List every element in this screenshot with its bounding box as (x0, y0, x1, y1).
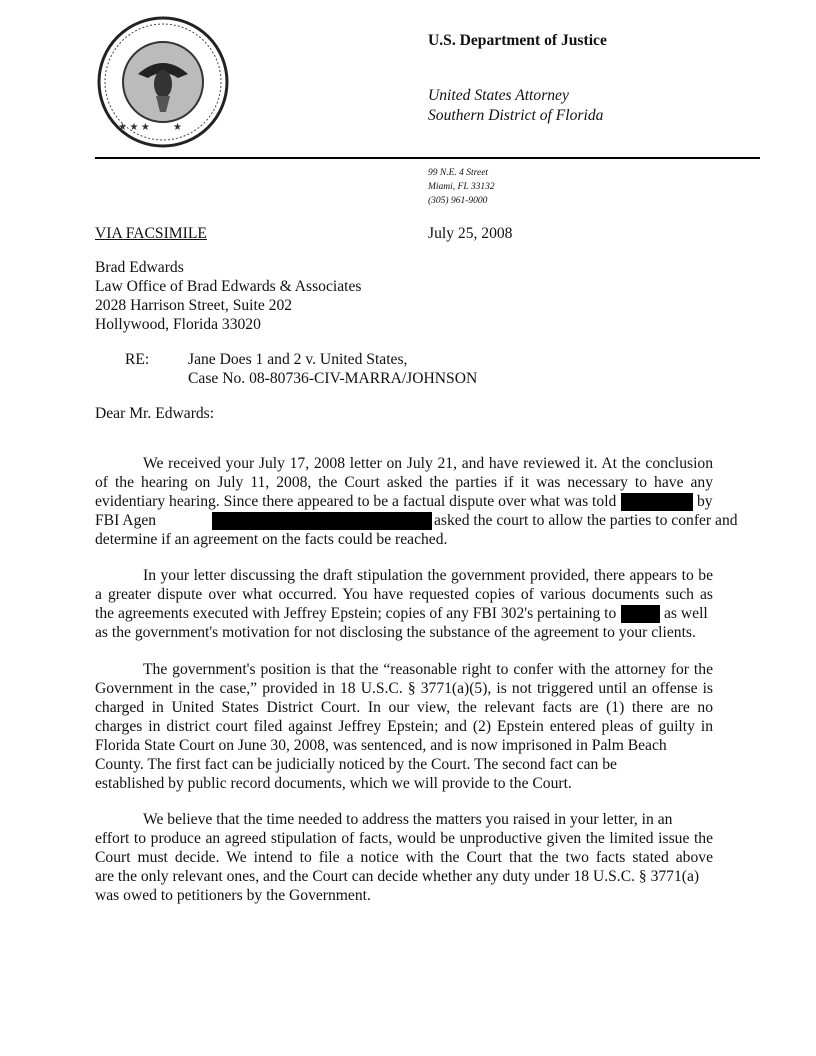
paragraph-line: charged in United States District Court. In our view, the relevant facts are (1) there are no (95, 699, 713, 716)
paragraph-line: Government in the case,” provided in 18 U.S.C. § 3771(a)(5), is not triggered until an offense is (95, 680, 713, 697)
paragraph-line: of the hearing on July 11, 2008, the Court asked the parties if it was necessary to have any (95, 474, 713, 491)
svg-text:★ ★ ★: ★ ★ ★ (118, 122, 150, 133)
address-line: Miami, FL 33132 (428, 182, 495, 192)
paragraph-line: by (697, 493, 713, 510)
svg-text:★: ★ (173, 122, 182, 133)
paragraph-line: In your letter discussing the draft stipulation the government provided, there appears to be (143, 567, 713, 584)
re-line: Case No. 08-80736-CIV-MARRA/JOHNSON (188, 370, 478, 387)
department-name: U.S. Department of Justice (428, 32, 607, 49)
recipient-line: Law Office of Brad Edwards & Associates (95, 278, 362, 295)
salutation: Dear Mr. Edwards: (95, 405, 215, 422)
redaction-box (212, 512, 432, 530)
paragraph-line: are the only relevant ones, and the Court can decide whether any duty under 18 U.S.C. § 3771(a) (95, 868, 700, 885)
paragraph-line: as well (664, 605, 708, 622)
delivery-method: VIA FACSIMILE (95, 225, 207, 242)
address-line: 99 N.E. 4 Street (428, 168, 489, 178)
paragraph-line: County. The first fact can be judicially noticed by the Court. The second fact can be (95, 756, 617, 773)
paragraph-line: was owed to petitioners by the Government. (95, 887, 371, 904)
letter-date: July 25, 2008 (428, 225, 513, 242)
paragraph-line: We believe that the time needed to address the matters you raised in your letter, in an (143, 811, 673, 828)
office-name: United States Attorney (428, 87, 569, 104)
paragraph-line: We received your July 17, 2008 letter on July 21, and have reviewed it. At the conclusion (143, 455, 713, 472)
redaction-box (621, 493, 693, 511)
paragraph-line: a greater dispute over what occurred. You have requested copies of various documents such as (95, 586, 713, 603)
recipient-line: Hollywood, Florida 33020 (95, 316, 261, 333)
paragraph-line: effort to produce an agreed stipulation of facts, would be unproductive given the limited issue the (95, 830, 713, 847)
re-label: RE: (125, 351, 150, 368)
re-line: Jane Does 1 and 2 v. United States, (188, 351, 408, 368)
district-name: Southern District of Florida (428, 107, 604, 124)
paragraph-line: The government's position is that the “reasonable right to confer with the attorney for the (143, 661, 713, 678)
paragraph-line: as the government's motivation for not disclosing the substance of the agreement to your clients. (95, 624, 696, 641)
redaction-box (640, 605, 660, 623)
paragraph-line: Florida State Court on June 30, 2008, was sentenced, and is now imprisoned in Palm Beach (95, 737, 667, 754)
paragraph-line: asked the court to allow the parties to confer and (434, 512, 738, 529)
redaction-box (621, 605, 640, 623)
doj-seal (88, 12, 238, 152)
paragraph-line: evidentiary hearing. Since there appeared to be a factual dispute over what was told (95, 493, 617, 510)
recipient-line: 2028 Harrison Street, Suite 202 (95, 297, 293, 314)
letterhead-rule (95, 157, 760, 159)
paragraph-line: charges in district court filed against Jeffrey Epstein; and (2) Epstein entered pleas of guilty in (95, 718, 713, 735)
paragraph-line: established by public record documents, which we will provide to the Court. (95, 775, 572, 792)
paragraph-line: the agreements executed with Jeffrey Epstein; copies of any FBI 302's pertaining to (95, 605, 617, 622)
paragraph-line: FBI Agen (95, 512, 157, 529)
paragraph-line: determine if an agreement on the facts could be reached. (95, 531, 448, 548)
phone-line: (305) 961-9000 (428, 196, 488, 206)
paragraph-line: Court must decide. We intend to file a notice with the Court that the two facts stated above (95, 849, 713, 866)
recipient-line: Brad Edwards (95, 259, 184, 276)
